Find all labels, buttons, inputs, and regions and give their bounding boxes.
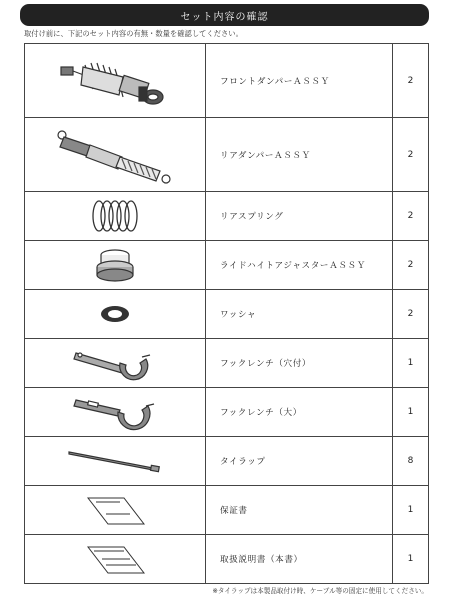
page-title: セット内容の確認 [20, 4, 429, 26]
item-name: フックレンチ（大） [206, 388, 393, 437]
item-qty: 2 [393, 192, 429, 241]
table-row [25, 290, 429, 339]
item-name: リアスプリング [206, 192, 393, 241]
item-name: ワッシャ [206, 290, 393, 339]
item-name: タイラップ [206, 437, 393, 486]
item-qty: 2 [393, 118, 429, 192]
item-qty: 2 [393, 241, 429, 290]
table-row [25, 339, 429, 388]
table-row [25, 44, 429, 118]
footnote: ※タイラップは本製品取付け時、ケーブル等の固定に使用してください。 [212, 587, 428, 595]
item-name: 取扱説明書（本書） [206, 535, 393, 584]
item-qty: 1 [393, 486, 429, 535]
item-name: 保証書 [206, 486, 393, 535]
item-qty: 8 [393, 437, 429, 486]
item-name: フックレンチ（穴付） [206, 339, 393, 388]
ride-height-adjuster-icon [90, 245, 140, 285]
table-row [25, 241, 429, 290]
front-damper-icon [55, 51, 175, 111]
table-row [25, 437, 429, 486]
table-row [25, 118, 429, 192]
instruction-manual-icon [80, 541, 150, 577]
item-qty: 1 [393, 388, 429, 437]
rear-spring-icon [85, 196, 145, 236]
item-qty: 2 [393, 44, 429, 118]
hook-wrench-holed-icon [70, 343, 160, 383]
item-name: フロントダンパーＡＳＳＹ [206, 44, 393, 118]
item-qty: 2 [393, 290, 429, 339]
warranty-card-icon [80, 492, 150, 528]
instruction-text: 取付け前に、下記のセット内容の有無・数量を確認してください。 [24, 29, 243, 38]
cable-tie-icon [65, 446, 165, 476]
item-name: ライドハイトアジャスターＡＳＳＹ [206, 241, 393, 290]
table-row [25, 535, 429, 584]
table-row [25, 192, 429, 241]
washer-icon [95, 299, 135, 329]
item-qty: 1 [393, 535, 429, 584]
item-name: リアダンパーＡＳＳＹ [206, 118, 393, 192]
hook-wrench-large-icon [70, 392, 160, 432]
table-row [25, 388, 429, 437]
rear-damper-icon [50, 123, 180, 187]
item-qty: 1 [393, 339, 429, 388]
parts-table [24, 43, 429, 584]
table-row [25, 486, 429, 535]
